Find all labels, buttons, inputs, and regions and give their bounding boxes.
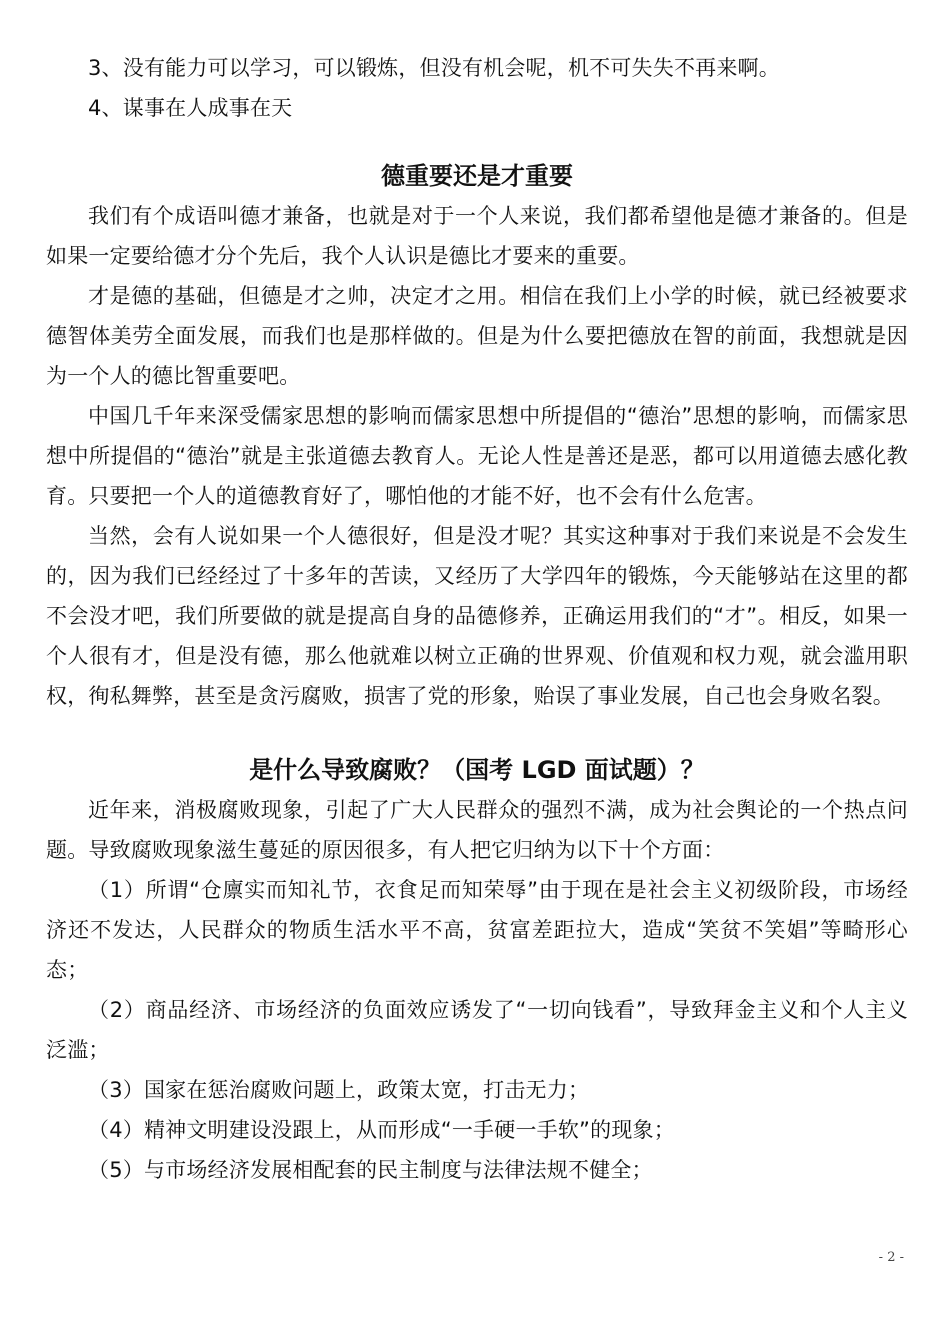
paragraph: 近年来，消极腐败现象，引起了广大人民群众的强烈不满，成为社会舆论的一个热点问题。导致腐败现象滋生蔓延的原因很多，有人把它归纳为以下十个方面： [46,798,908,862]
paragraph: 当然，会有人说如果一个人德很好，但是没才呢？其实这种事对于我们来说是不会发生的，因为我们已经经过了十多年的苦读，又经历了大学四年的锻炼，今天能够站在这里的都不会没才吧，我们所要做的就是提高自身的品德修养，正确运用我们的“才”。相反，如果一个人很有才，但是没有德，那么他就难以树立正确的世界观、价值观和权力观，就会滥用职权，徇私舞弊，甚至是贪污腐败，损害了党的形象，贻误了事业发展，自己也会身败名裂。 [46,524,908,708]
section-title-virtue-vs-talent: 德重要还是才重要 [381,162,573,190]
list-item: （2）商品经济、市场经济的负面效应诱发了“一切向钱看”，导致拜金主义和个人主义泛滥； [46,998,908,1062]
paragraph: 才是德的基础，但德是才之帅，决定才之用。相信在我们上小学的时候，就已经被要求德智体美劳全面发展，而我们也是那样做的。但是为什么要把德放在智的前面，我想就是因为一个人的德比智重要吧。 [46,284,908,388]
list-item: （3）国家在惩治腐败问题上，政策太宽，打击无力； [88,1078,590,1102]
paragraph: 中国几千年来深受儒家思想的影响而儒家思想中所提倡的“德治”思想的影响，而儒家思想中所提倡的“德治”就是主张道德去教育人。无论人性是善还是恶，都可以用道德去感化教育。只要把一个人的道德教育好了，哪怕他的才能不好，也不会有什么危害。 [46,404,908,508]
paragraph: 我们有个成语叫德才兼备，也就是对于一个人来说，我们都希望他是德才兼备的。但是如果一定要给德才分个先后，我个人认识是德比才要来的重要。 [46,204,908,268]
list-item: （5）与市场经济发展相配套的民主制度与法律法规不健全； [88,1158,653,1182]
list-item: （4）精神文明建设没跟上，从而形成“一手硬一手软”的现象； [88,1118,675,1142]
list-item: （1）所谓“仓廪实而知礼节，衣食足而知荣辱”由于现在是社会主义初级阶段，市场经济还不发达，人民群众的物质生活水平不高，贫富差距拉大，造成“笑贫不笑娼”等畸形心态； [46,878,908,982]
page-number: - 2 - [878,1250,904,1265]
section-title-corruption: 是什么导致腐败？（国考 LGD 面试题）？ [249,756,705,784]
document-page [46,48,908,1190]
intro-item: 4、谋事在人成事在天 [88,96,293,120]
intro-item: 3、没有能力可以学习，可以锻炼，但没有机会呢，机不可失失不再来啊。 [88,56,780,80]
